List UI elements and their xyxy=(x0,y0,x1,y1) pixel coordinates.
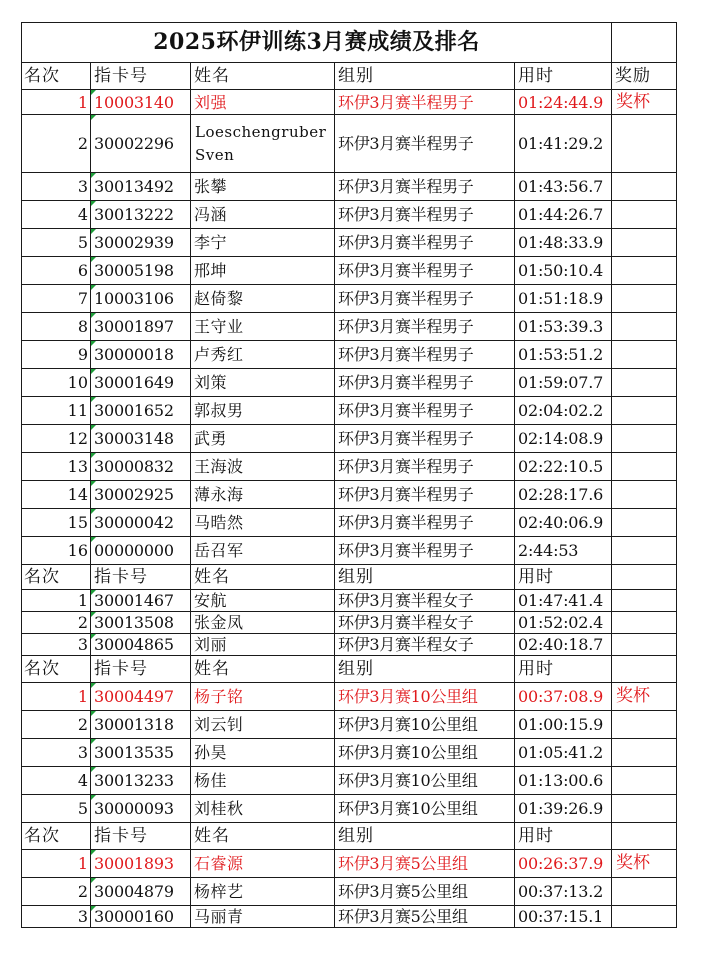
card-number: 30000093 xyxy=(94,799,174,818)
cell-note-marker-icon xyxy=(91,590,96,595)
cell-rank: 11 xyxy=(22,397,91,425)
card-number: 10003106 xyxy=(94,289,174,308)
cell-rank: 1 xyxy=(22,90,91,115)
cell-group: 环伊3月赛半程男子 xyxy=(335,509,515,537)
card-number: 30000018 xyxy=(94,345,174,364)
cell-award xyxy=(612,509,677,537)
cell-time: 01:13:00.6 xyxy=(515,767,612,795)
cell-card xyxy=(91,201,191,229)
cell-group: 环伊3月赛半程男子 xyxy=(335,90,515,115)
cell-award xyxy=(612,341,677,369)
cell-time: 01:00:15.9 xyxy=(515,711,612,739)
card-number: 10003140 xyxy=(94,92,174,112)
header-card: 指卡号 xyxy=(91,63,191,90)
cell-rank: 7 xyxy=(22,285,91,313)
cell-group: 环伊3月赛半程男子 xyxy=(335,369,515,397)
table-row xyxy=(22,634,677,656)
card-number: 30001649 xyxy=(94,373,174,392)
cell-time: 01:39:26.9 xyxy=(515,795,612,823)
cell-card xyxy=(91,285,191,313)
header-card: 指卡号 xyxy=(91,565,191,590)
cell-name: 马晧然 xyxy=(191,509,335,537)
cell-note-marker-icon xyxy=(91,612,96,617)
cell-rank: 16 xyxy=(22,537,91,565)
card-number: 30005198 xyxy=(94,261,174,280)
cell-time: 01:51:18.9 xyxy=(515,285,612,313)
header-award xyxy=(612,656,677,683)
cell-group: 环伊3月赛半程男子 xyxy=(335,173,515,201)
cell-time: 01:47:41.4 xyxy=(515,590,612,612)
cell-group: 环伊3月赛半程男子 xyxy=(335,397,515,425)
table-row xyxy=(22,257,677,285)
cell-rank: 4 xyxy=(22,767,91,795)
header-group: 组别 xyxy=(335,823,515,850)
cell-name: 郭叔男 xyxy=(191,397,335,425)
header-group: 组别 xyxy=(335,656,515,683)
cell-name: 刘强 xyxy=(191,90,335,115)
cell-name: 杨佳 xyxy=(191,767,335,795)
card-number: 30000160 xyxy=(94,907,174,926)
cell-time: 00:26:37.9 xyxy=(515,850,612,878)
cell-group: 环伊3月赛半程男子 xyxy=(335,285,515,313)
cell-award xyxy=(612,537,677,565)
cell-time: 01:52:02.4 xyxy=(515,612,612,634)
cell-name: 张金凤 xyxy=(191,612,335,634)
card-number: 30000832 xyxy=(94,457,174,476)
cell-group: 环伊3月赛半程男子 xyxy=(335,537,515,565)
cell-card xyxy=(91,257,191,285)
cell-card xyxy=(91,341,191,369)
cell-name: 赵倚黎 xyxy=(191,285,335,313)
cell-time: 02:04:02.2 xyxy=(515,397,612,425)
header-name: 姓名 xyxy=(191,656,335,683)
cell-rank: 10 xyxy=(22,369,91,397)
cell-card xyxy=(91,767,191,795)
cell-award: 奖杯 xyxy=(612,90,677,115)
cell-time: 02:28:17.6 xyxy=(515,481,612,509)
table-row xyxy=(22,481,677,509)
header-card: 指卡号 xyxy=(91,656,191,683)
header-rank: 名次 xyxy=(22,565,91,590)
cell-name: 邢坤 xyxy=(191,257,335,285)
cell-card xyxy=(91,229,191,257)
cell-group: 环伊3月赛半程女子 xyxy=(335,634,515,656)
cell-card xyxy=(91,711,191,739)
card-number: 30001467 xyxy=(94,591,174,610)
cell-name: 卢秀红 xyxy=(191,341,335,369)
header-card: 指卡号 xyxy=(91,823,191,850)
cell-award xyxy=(612,878,677,906)
table-row xyxy=(22,767,677,795)
table-row xyxy=(22,173,677,201)
cell-group: 环伊3月赛5公里组 xyxy=(335,878,515,906)
cell-group: 环伊3月赛半程男子 xyxy=(335,313,515,341)
cell-name: 岳召军 xyxy=(191,537,335,565)
cell-card xyxy=(91,739,191,767)
table-row xyxy=(22,878,677,906)
cell-note-marker-icon xyxy=(91,453,96,458)
table-row xyxy=(22,425,677,453)
cell-name: 刘云钊 xyxy=(191,711,335,739)
cell-time: 01:48:33.9 xyxy=(515,229,612,257)
table-row xyxy=(22,711,677,739)
cell-time: 01:50:10.4 xyxy=(515,257,612,285)
header-award xyxy=(612,823,677,850)
cell-rank: 3 xyxy=(22,906,91,928)
title-side-cell xyxy=(612,23,677,63)
cell-card xyxy=(91,397,191,425)
cell-award xyxy=(612,201,677,229)
cell-name: 刘策 xyxy=(191,369,335,397)
cell-rank: 13 xyxy=(22,453,91,481)
header-time: 用时 xyxy=(515,823,612,850)
cell-rank: 9 xyxy=(22,341,91,369)
header-award xyxy=(612,565,677,590)
cell-note-marker-icon xyxy=(91,850,96,855)
cell-note-marker-icon xyxy=(91,285,96,290)
cell-note-marker-icon xyxy=(91,90,96,95)
card-number: 30004497 xyxy=(94,687,174,706)
card-number: 30004865 xyxy=(94,635,174,654)
cell-rank: 15 xyxy=(22,509,91,537)
cell-rank: 5 xyxy=(22,795,91,823)
cell-time: 2:44:53 xyxy=(515,537,612,565)
cell-time: 01:43:56.7 xyxy=(515,173,612,201)
card-number: 30000042 xyxy=(94,513,174,532)
cell-group: 环伊3月赛5公里组 xyxy=(335,906,515,928)
cell-award xyxy=(612,795,677,823)
cell-rank: 2 xyxy=(22,115,91,173)
cell-note-marker-icon xyxy=(91,537,96,542)
cell-card xyxy=(91,313,191,341)
header-rank: 名次 xyxy=(22,656,91,683)
results-table-body xyxy=(22,23,677,928)
card-number: 30013535 xyxy=(94,743,174,762)
cell-note-marker-icon xyxy=(91,509,96,514)
cell-note-marker-icon xyxy=(91,481,96,486)
cell-note-marker-icon xyxy=(91,313,96,318)
cell-name: 冯涵 xyxy=(191,201,335,229)
cell-card xyxy=(91,115,191,173)
table-row xyxy=(22,397,677,425)
cell-card xyxy=(91,612,191,634)
cell-time: 01:05:41.2 xyxy=(515,739,612,767)
table-row xyxy=(22,369,677,397)
cell-award xyxy=(612,257,677,285)
cell-card xyxy=(91,906,191,928)
table-row xyxy=(22,453,677,481)
table-row xyxy=(22,795,677,823)
cell-time: 01:41:29.2 xyxy=(515,115,612,173)
table-row xyxy=(22,313,677,341)
cell-card xyxy=(91,509,191,537)
card-number: 30002939 xyxy=(94,233,174,252)
cell-group: 环伊3月赛10公里组 xyxy=(335,767,515,795)
cell-card xyxy=(91,90,191,115)
header-name: 姓名 xyxy=(191,63,335,90)
cell-group: 环伊3月赛半程女子 xyxy=(335,612,515,634)
cell-award xyxy=(612,906,677,928)
cell-time: 02:22:10.5 xyxy=(515,453,612,481)
table-row xyxy=(22,590,677,612)
cell-time: 01:44:26.7 xyxy=(515,201,612,229)
table-row xyxy=(22,906,677,928)
cell-rank: 1 xyxy=(22,683,91,711)
cell-name: 刘桂秋 xyxy=(191,795,335,823)
cell-card xyxy=(91,173,191,201)
cell-note-marker-icon xyxy=(91,878,96,883)
cell-group: 环伊3月赛半程男子 xyxy=(335,481,515,509)
cell-name: 李宁 xyxy=(191,229,335,257)
cell-card xyxy=(91,683,191,711)
cell-name: 杨梓艺 xyxy=(191,878,335,906)
header-group: 组别 xyxy=(335,63,515,90)
cell-name: 张攀 xyxy=(191,173,335,201)
cell-time: 02:40:18.7 xyxy=(515,634,612,656)
cell-note-marker-icon xyxy=(91,201,96,206)
cell-rank: 6 xyxy=(22,257,91,285)
cell-card xyxy=(91,634,191,656)
cell-group: 环伊3月赛半程男子 xyxy=(335,115,515,173)
cell-name: 孙昊 xyxy=(191,739,335,767)
cell-rank: 2 xyxy=(22,878,91,906)
header-name: 姓名 xyxy=(191,823,335,850)
cell-note-marker-icon xyxy=(91,425,96,430)
cell-award xyxy=(612,369,677,397)
cell-card xyxy=(91,795,191,823)
cell-time: 01:53:39.3 xyxy=(515,313,612,341)
cell-note-marker-icon xyxy=(91,257,96,262)
cell-award xyxy=(612,481,677,509)
table-row xyxy=(22,612,677,634)
cell-name: 王守业 xyxy=(191,313,335,341)
card-number: 30001652 xyxy=(94,401,174,420)
cell-note-marker-icon xyxy=(91,341,96,346)
header-rank: 名次 xyxy=(22,63,91,90)
cell-card xyxy=(91,537,191,565)
header-name: 姓名 xyxy=(191,565,335,590)
section-header-row xyxy=(22,63,677,90)
results-table xyxy=(21,22,677,928)
cell-rank: 14 xyxy=(22,481,91,509)
cell-rank: 8 xyxy=(22,313,91,341)
cell-award: 奖杯 xyxy=(612,683,677,711)
cell-award xyxy=(612,453,677,481)
cell-rank: 3 xyxy=(22,173,91,201)
table-row xyxy=(22,341,677,369)
cell-card xyxy=(91,453,191,481)
cell-card xyxy=(91,369,191,397)
cell-note-marker-icon xyxy=(91,767,96,772)
header-group: 组别 xyxy=(335,565,515,590)
card-number: 00000000 xyxy=(94,541,174,560)
cell-time: 02:14:08.9 xyxy=(515,425,612,453)
cell-rank: 1 xyxy=(22,590,91,612)
cell-note-marker-icon xyxy=(91,173,96,178)
cell-time: 01:24:44.9 xyxy=(515,90,612,115)
card-number: 30013222 xyxy=(94,205,174,224)
cell-name: Loeschengruber Sven xyxy=(191,115,335,173)
card-number: 30003148 xyxy=(94,429,174,448)
table-row xyxy=(22,115,677,173)
cell-award xyxy=(612,590,677,612)
cell-name: 杨子铭 xyxy=(191,683,335,711)
cell-group: 环伊3月赛半程男子 xyxy=(335,257,515,285)
cell-award xyxy=(612,285,677,313)
cell-award xyxy=(612,173,677,201)
table-row xyxy=(22,285,677,313)
section-header-row xyxy=(22,565,677,590)
cell-time: 02:40:06.9 xyxy=(515,509,612,537)
cell-group: 环伊3月赛半程男子 xyxy=(335,425,515,453)
page-title: 2025环伊训练3月赛成绩及排名 xyxy=(22,23,612,63)
cell-card xyxy=(91,481,191,509)
cell-group: 环伊3月赛10公里组 xyxy=(335,711,515,739)
cell-award xyxy=(612,313,677,341)
cell-note-marker-icon xyxy=(91,115,96,120)
card-number: 30001897 xyxy=(94,317,174,336)
cell-name: 薄永海 xyxy=(191,481,335,509)
cell-rank: 4 xyxy=(22,201,91,229)
cell-award xyxy=(612,115,677,173)
header-time: 用时 xyxy=(515,565,612,590)
cell-time: 00:37:15.1 xyxy=(515,906,612,928)
cell-award xyxy=(612,711,677,739)
cell-rank: 3 xyxy=(22,634,91,656)
cell-rank: 12 xyxy=(22,425,91,453)
cell-note-marker-icon xyxy=(91,369,96,374)
cell-note-marker-icon xyxy=(91,634,96,639)
cell-award xyxy=(612,634,677,656)
card-number: 30002925 xyxy=(94,485,174,504)
header-rank: 名次 xyxy=(22,823,91,850)
cell-group: 环伊3月赛半程女子 xyxy=(335,590,515,612)
cell-group: 环伊3月赛5公里组 xyxy=(335,850,515,878)
cell-rank: 1 xyxy=(22,850,91,878)
card-number: 30013492 xyxy=(94,177,174,196)
table-row xyxy=(22,201,677,229)
cell-note-marker-icon xyxy=(91,683,96,688)
section-header-row xyxy=(22,656,677,683)
cell-time: 01:53:51.2 xyxy=(515,341,612,369)
cell-award xyxy=(612,612,677,634)
cell-card xyxy=(91,878,191,906)
cell-group: 环伊3月赛10公里组 xyxy=(335,739,515,767)
cell-award xyxy=(612,425,677,453)
cell-name: 石睿源 xyxy=(191,850,335,878)
card-number: 30001318 xyxy=(94,715,174,734)
cell-group: 环伊3月赛半程男子 xyxy=(335,201,515,229)
cell-award xyxy=(612,767,677,795)
cell-card xyxy=(91,850,191,878)
cell-group: 环伊3月赛半程男子 xyxy=(335,453,515,481)
cell-time: 01:59:07.7 xyxy=(515,369,612,397)
cell-note-marker-icon xyxy=(91,906,96,911)
cell-card xyxy=(91,590,191,612)
cell-group: 环伊3月赛10公里组 xyxy=(335,683,515,711)
cell-group: 环伊3月赛半程男子 xyxy=(335,229,515,257)
cell-card xyxy=(91,425,191,453)
header-time: 用时 xyxy=(515,63,612,90)
cell-group: 环伊3月赛10公里组 xyxy=(335,795,515,823)
card-number: 30004879 xyxy=(94,882,174,901)
cell-rank: 2 xyxy=(22,612,91,634)
card-number: 30013508 xyxy=(94,613,174,632)
cell-note-marker-icon xyxy=(91,711,96,716)
table-row xyxy=(22,683,677,711)
cell-note-marker-icon xyxy=(91,795,96,800)
cell-time: 00:37:08.9 xyxy=(515,683,612,711)
cell-note-marker-icon xyxy=(91,739,96,744)
table-row xyxy=(22,739,677,767)
cell-award xyxy=(612,229,677,257)
cell-name: 马丽青 xyxy=(191,906,335,928)
table-row xyxy=(22,509,677,537)
header-award: 奖励 xyxy=(612,63,677,90)
card-number: 30001893 xyxy=(94,854,174,873)
cell-note-marker-icon xyxy=(91,229,96,234)
section-header-row xyxy=(22,823,677,850)
cell-name: 刘丽 xyxy=(191,634,335,656)
card-number: 30002296 xyxy=(94,134,174,153)
table-row xyxy=(22,537,677,565)
cell-time: 00:37:13.2 xyxy=(515,878,612,906)
cell-rank: 2 xyxy=(22,711,91,739)
cell-award xyxy=(612,397,677,425)
card-number: 30013233 xyxy=(94,771,174,790)
cell-note-marker-icon xyxy=(91,397,96,402)
cell-award: 奖杯 xyxy=(612,850,677,878)
table-row xyxy=(22,850,677,878)
table-row xyxy=(22,229,677,257)
cell-name: 王海波 xyxy=(191,453,335,481)
cell-rank: 3 xyxy=(22,739,91,767)
cell-award xyxy=(612,739,677,767)
title-row xyxy=(22,23,677,63)
cell-name: 武勇 xyxy=(191,425,335,453)
cell-rank: 5 xyxy=(22,229,91,257)
cell-name: 安航 xyxy=(191,590,335,612)
header-time: 用时 xyxy=(515,656,612,683)
table-row xyxy=(22,90,677,115)
cell-group: 环伊3月赛半程男子 xyxy=(335,341,515,369)
